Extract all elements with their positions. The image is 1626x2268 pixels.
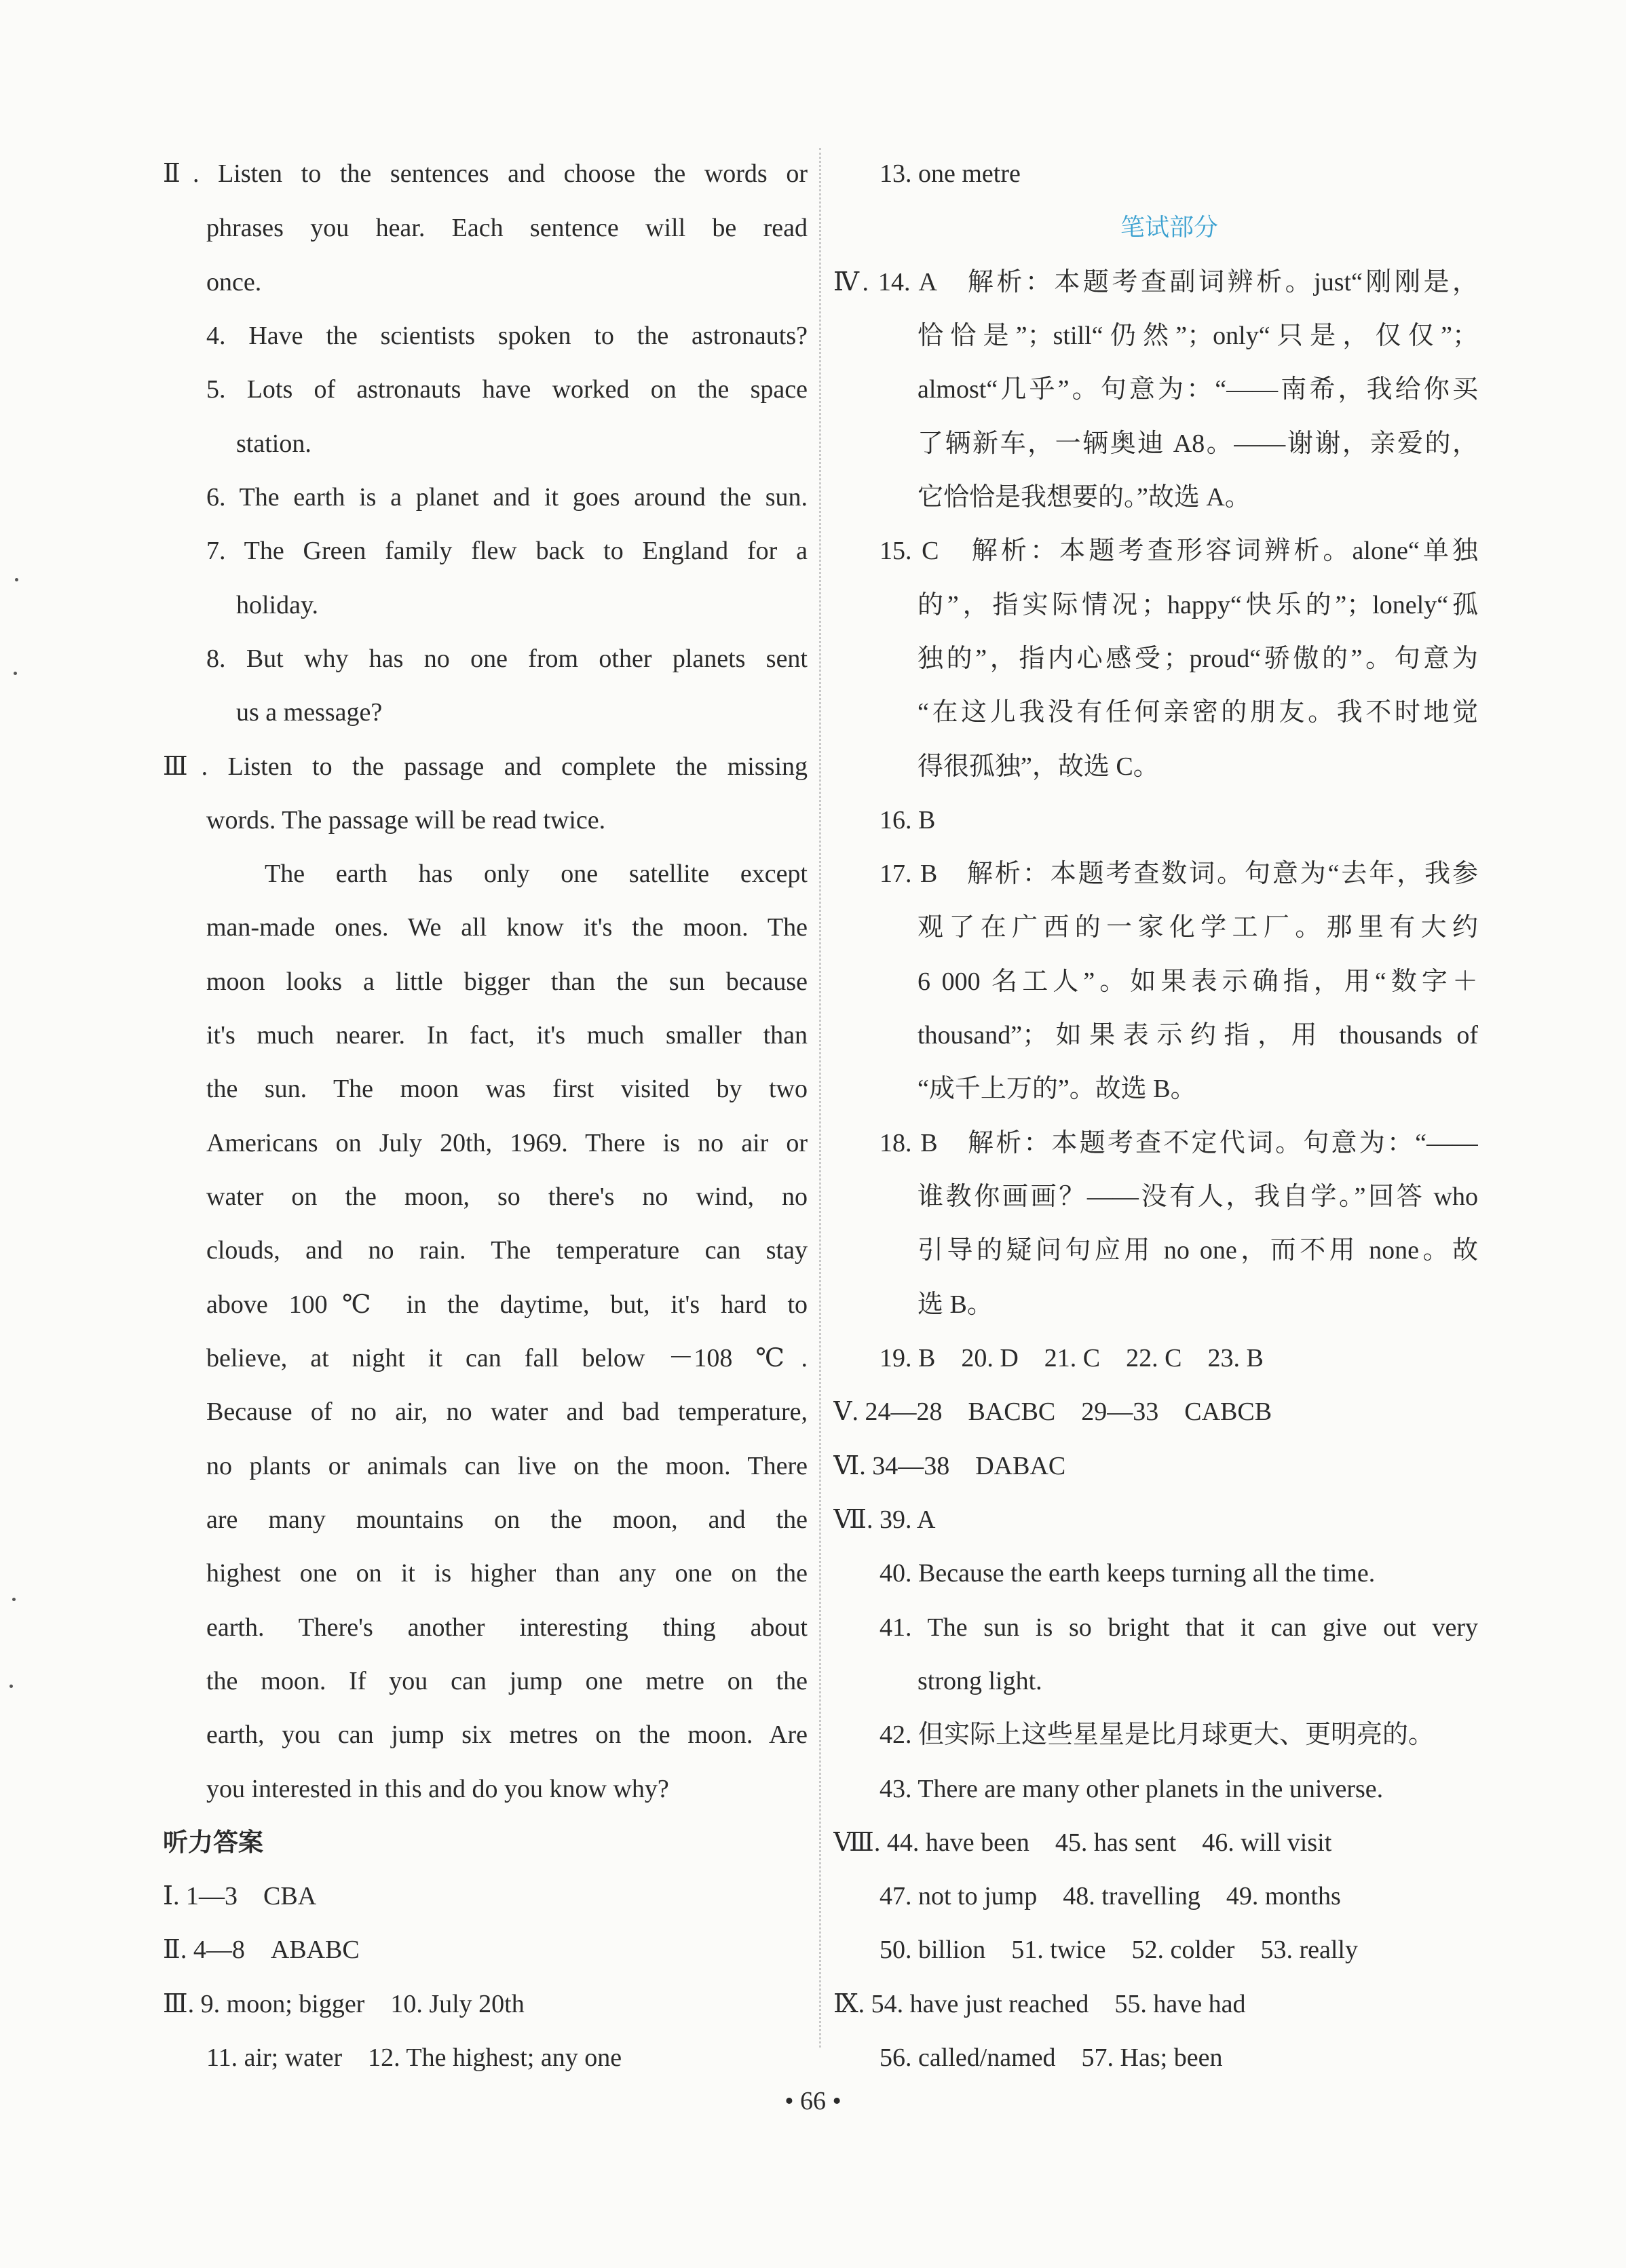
text-line: the sun. The moon was first visited by two (206, 1075, 808, 1103)
text-line: Ⅰ. 1—3 CBA (163, 1882, 317, 1910)
answer-line: Ⅵ. 34—38 DABAC (833, 1452, 1066, 1480)
answer-line: 16. B (880, 806, 936, 834)
text-line: Ⅱ. Listen to the sentences and choose the words or (163, 159, 808, 188)
answer-line: 它恰恰是我想要的。”故选 A。 (918, 483, 1251, 512)
page-number: • 66 • (784, 2087, 842, 2115)
text-line: man-made ones. We all know it's the moon. The (206, 913, 808, 942)
text-line: 6. The earth is a planet and it goes around the sun. (206, 483, 808, 512)
text-line: it's much nearer. In fact, it's much smaller than (206, 1021, 808, 1050)
answer-line: 的”，指实际情况；happy“快乐的”；lonely“孤 (918, 591, 1478, 619)
text-line: you interested in this and do you know why? (206, 1775, 669, 1803)
text-line: highest one on it is higher than any one on the (206, 1559, 808, 1588)
scan-speck (15, 578, 18, 581)
scan-speck (12, 1598, 16, 1601)
answer-line: 6 000 名工人”。如果表示确指，用“数字＋ (918, 967, 1478, 996)
answer-line: “在这儿我没有任何亲密的朋友。我不时地觉 (918, 698, 1478, 727)
answer-line: 42. 但实际上这些星星是比月球更大、更明亮的。 (880, 1721, 1435, 1749)
answer-line: thousand”；如果表示约指，用 thousands of (918, 1021, 1478, 1050)
text-line: above 100℃ in the daytime, but, it's hard to (206, 1290, 808, 1319)
text-line: Ⅱ. 4—8 ABABC (163, 1936, 360, 1964)
text-line: 7. The Green family flew back to England for a (206, 537, 808, 565)
text-line: water on the moon, so there's no wind, no (206, 1183, 808, 1211)
answer-line: 15. C 解析：本题考查形容词辨析。alone“单独 (880, 537, 1478, 565)
text-line: The earth has only one satellite except (265, 860, 808, 888)
text-line: station. (236, 429, 311, 458)
answer-line: 40. Because the earth keeps turning all the time. (880, 1559, 1376, 1588)
answer-line: Ⅶ. 39. A (833, 1505, 936, 1534)
text-line: words. The passage will be read twice. (206, 806, 606, 834)
answer-line: 50. billion 51. twice 52. colder 53. really (880, 1936, 1358, 1964)
column-divider (819, 148, 821, 2048)
text-line: Ⅲ. 9. moon; bigger 10. July 20th (163, 1990, 525, 2018)
answer-line: 41. The sun is so bright that it can give out very (880, 1613, 1478, 1642)
text-line: once. (206, 268, 262, 296)
text-line: 5. Lots of astronauts have worked on the space (206, 375, 808, 404)
text-line: earth. There's another interesting thing about (206, 1613, 808, 1642)
text-line: 4. Have the scientists spoken to the astronauts? (206, 322, 808, 350)
answer-line: 选 B。 (918, 1290, 993, 1319)
section-heading: 笔试部分 (1120, 214, 1218, 242)
text-line: the moon. If you can jump one metre on the (206, 1667, 808, 1695)
answer-line: 得很孤独”，故选 C。 (918, 752, 1159, 781)
answer-line: Ⅸ. 54. have just reached 55. have had (833, 1990, 1246, 2018)
answer-line: 独的”，指内心感受；proud“骄傲的”。句意为 (918, 645, 1478, 673)
answer-line: 恰恰是”；still“仍然”；only“只是，仅仅”； (918, 322, 1478, 350)
answer-line: almost“几乎”。句意为：“——南希，我给你买 (918, 375, 1478, 404)
answer-line: Ⅷ. 44. have been 45. has sent 46. will visit (833, 1828, 1332, 1857)
answer-line: 56. called/named 57. Has; been (880, 2043, 1223, 2072)
answer-line: 43. There are many other planets in the universe. (880, 1775, 1384, 1803)
text-line: earth, you can jump six metres on the moon. Are (206, 1721, 808, 1749)
text-line: Because of no air, no water and bad temperature, (206, 1398, 808, 1426)
answer-line: strong light. (918, 1667, 1042, 1695)
section-heading: 听力答案 (163, 1828, 263, 1857)
text-line: believe, at night it can fall below －108 ℃. (206, 1344, 808, 1372)
text-line: clouds, and no rain. The temperature can stay (206, 1236, 808, 1265)
text-line: moon looks a little bigger than the sun because (206, 967, 808, 996)
answer-line: 了辆新车，一辆奥迪 A8。——谢谢，亲爱的， (918, 429, 1478, 458)
answer-line: Ⅴ. 24—28 BACBC 29—33 CABCB (833, 1398, 1272, 1426)
answer-line: 引导的疑问句应用 no one，而不用 none。故 (918, 1236, 1478, 1265)
scan-speck (14, 672, 17, 675)
text-line: Americans on July 20th, 1969. There is no air or (206, 1129, 808, 1157)
answer-line: 19. B 20. D 21. C 22. C 23. B (880, 1344, 1264, 1372)
text-line: are many mountains on the moon, and the (206, 1505, 808, 1534)
answer-line: 谁教你画画？——没有人，我自学。”回答 who (918, 1183, 1478, 1211)
text-line: 8. But why has no one from other planets sent (206, 645, 808, 673)
text-line: no plants or animals can live on the moon. There (206, 1452, 808, 1480)
answer-line: 18. B 解析：本题考查不定代词。句意为：“—— (880, 1129, 1478, 1157)
answer-line: 13. one metre (880, 159, 1021, 188)
text-line: us a message? (236, 698, 383, 727)
text-line: Ⅲ. Listen to the passage and complete the missing (163, 752, 808, 781)
answer-line: Ⅳ. 14. A 解析：本题考查副词辨析。just“刚刚是， (833, 268, 1478, 296)
text-line: holiday. (236, 591, 319, 619)
answer-line: “成千上万的”。故选 B。 (918, 1075, 1196, 1103)
answer-line: 17. B 解析：本题考查数词。句意为“去年，我参 (880, 860, 1478, 888)
answer-line: 观了在广西的一家化学工厂。那里有大约 (918, 913, 1478, 942)
scan-speck (10, 1685, 13, 1688)
answer-line: 47. not to jump 48. travelling 49. months (880, 1882, 1341, 1910)
text-line: 11. air; water 12. The highest; any one (206, 2043, 622, 2072)
text-line: phrases you hear. Each sentence will be read (206, 214, 808, 242)
